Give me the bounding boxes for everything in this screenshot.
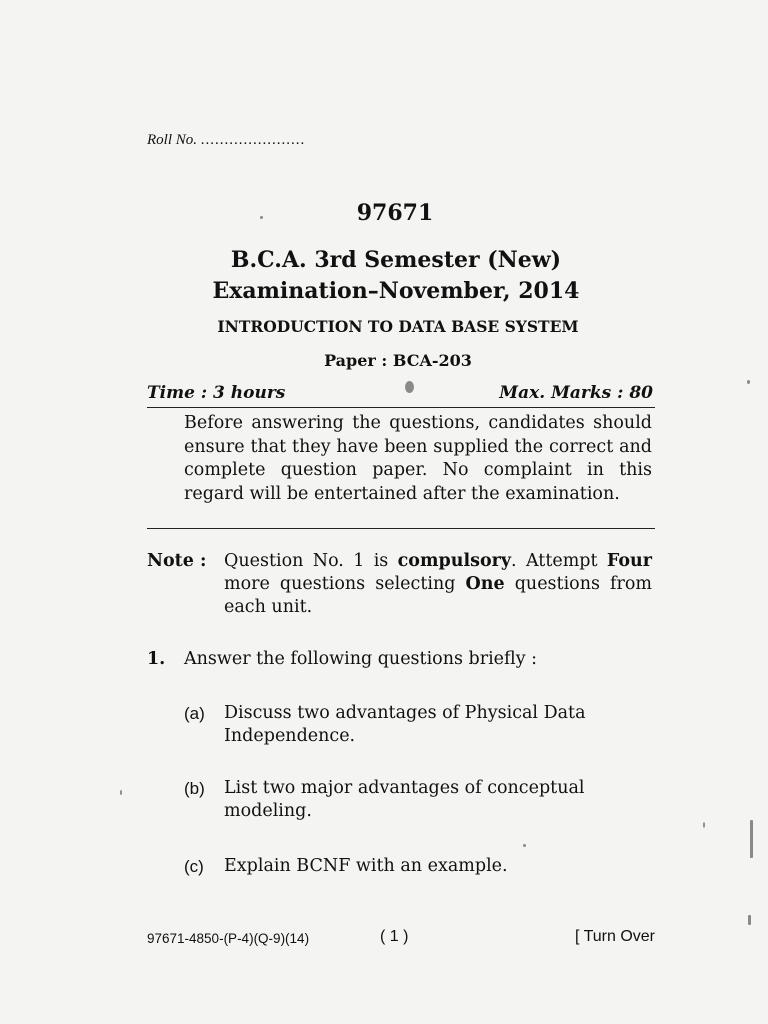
note-compulsory: compulsory [397, 551, 512, 571]
part-text: Explain BCNF with an example. [224, 856, 508, 876]
roll-number-line [147, 132, 305, 149]
note-text-part: more questions selecting [224, 574, 466, 594]
part-text: List two major advantages of conceptual modeling. [224, 778, 585, 821]
page-footer [147, 928, 655, 948]
roll-number-blank: ...................... [200, 132, 306, 148]
turn-over-label: [ Turn Over [574, 928, 655, 945]
part-label: (b) [184, 779, 205, 798]
course-title: B.C.A. 3rd Semester (New) [230, 247, 562, 273]
note-label: Note : [147, 551, 207, 571]
scan-speck [747, 380, 750, 384]
roll-number-label: Roll No. [147, 132, 198, 148]
scan-speck [750, 820, 753, 858]
scan-speck [405, 381, 414, 393]
scan-speck [120, 790, 122, 795]
note-one: One [465, 574, 505, 594]
note-text-part: . Attempt [511, 551, 607, 571]
question-text: Answer the following questions briefly : [184, 649, 538, 669]
scan-speck [523, 844, 526, 847]
max-marks: Max. Marks : 80 [499, 383, 653, 403]
question-number: 1. [147, 649, 166, 669]
subject-title: INTRODUCTION TO DATA BASE SYSTEM [217, 317, 579, 336]
scan-speck [748, 915, 751, 925]
scan-speck [260, 216, 263, 219]
divider-top [147, 407, 655, 408]
time-marks-row [147, 383, 653, 405]
note-text-part: questions from each unit. [224, 574, 653, 617]
note-text-part: Question No. 1 is [224, 551, 398, 571]
candidate-instructions: Before answering the questions, candidates should ensure that they have been supplied the correct and complete question paper. No complaint in this regard will be entertained after the examination. [184, 413, 652, 504]
time-allowed: Time : 3 hours [147, 383, 286, 403]
divider-bottom [147, 528, 655, 529]
part-label: (a) [184, 704, 205, 723]
note-four: Four [606, 551, 652, 571]
page-number: ( 1 ) [380, 928, 409, 945]
footer-code: 97671-4850-(P-4)(Q-9)(14) [147, 931, 310, 946]
exam-session: Examination–November, 2014 [212, 278, 580, 304]
paper-code: 97671 [356, 200, 434, 226]
paper-number: Paper : BCA-203 [324, 351, 472, 370]
scan-speck [703, 822, 705, 828]
note-text [224, 550, 652, 619]
part-text: Discuss two advantages of Physical Data Independence. [224, 703, 586, 746]
part-label: (c) [184, 857, 204, 876]
